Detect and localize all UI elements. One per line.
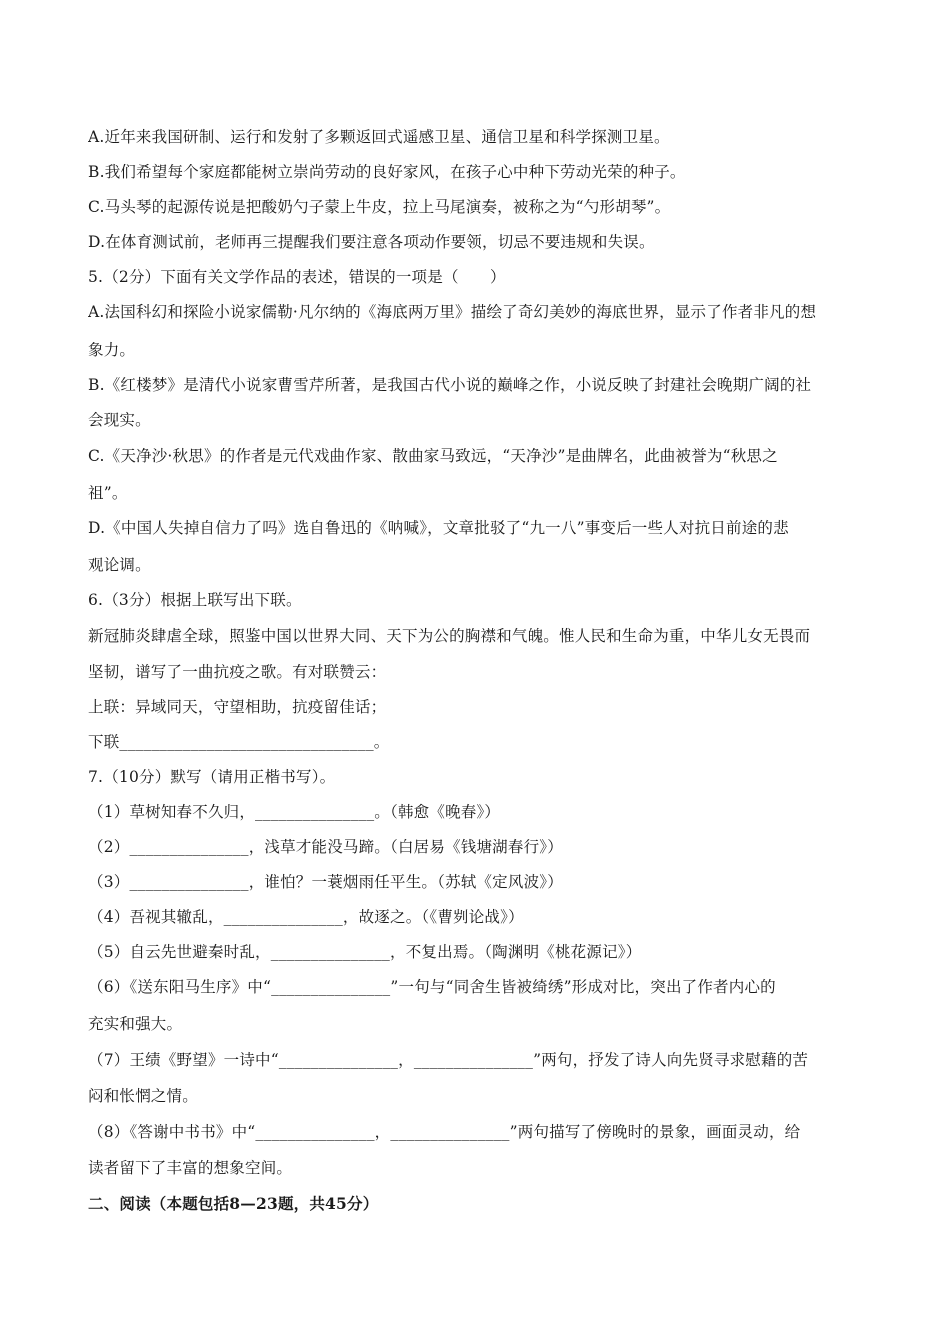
section-2-heading: 二、阅读（本题包括8—23题，共45分）	[88, 1194, 379, 1213]
q7-stem: 7.（10分）默写（请用正楷书写）。	[88, 768, 336, 786]
q6-upper-couplet: 上联：异域同天，守望相助，抗疫留佳话；	[88, 698, 387, 716]
q5-option-b-line1: B.《红楼梦》是清代小说家曹雪芹所著，是我国古代小说的巅峰之作，小说反映了封建社会晚期广阔的社	[88, 376, 812, 394]
q7-item-2: （2）_______________，浅草才能没马蹄。（白居易《钱塘湖春行》）	[88, 838, 563, 856]
q5-option-c-line1: C.《天净沙·秋思》的作者是元代戏曲作家、散曲家马致远，“天净沙”是曲牌名，此曲被誉为“秋思之	[88, 447, 778, 465]
q7-item-3: （3）_______________，谁怕？一蓑烟雨任平生。（苏轼《定风波》）	[88, 873, 563, 891]
q7-item-7-line1: （7）王绩《野望》一诗中“_______________，_______________”两句，抒发了诗人向先贤寻求慰藉的苦	[88, 1051, 809, 1069]
q5-option-d-line1: D.《中国人失掉自信力了吗》选自鲁迅的《呐喊》，文章批驳了“九一八”事变后一些人对抗日前途的悲	[88, 519, 789, 537]
q7-item-6-line2: 充实和强大。	[88, 1015, 183, 1033]
q6-stem: 6.（3分）根据上联写出下联。	[88, 591, 302, 609]
q4-option-c: C.马头琴的起源传说是把酸奶勺子蒙上牛皮，拉上马尾演奏，被称之为“勺形胡琴”。	[88, 198, 671, 216]
q7-item-8-line1: （8）《答谢中书书》中“_______________，_______________”两句描写了傍晚时的景象，画面灵动，给	[88, 1123, 801, 1141]
q6-intro-line1: 新冠肺炎肆虐全球，照鉴中国以世界大同、天下为公的胸襟和气魄。惟人民和生命为重，中华儿女无畏而	[88, 627, 811, 645]
q7-item-4: （4）吾视其辙乱，_______________，故逐之。（《曹刿论战》）	[88, 908, 524, 926]
q7-item-6-line1: （6）《送东阳马生序》中“_______________”一句与“同舍生皆被绮绣”形成对比，突出了作者内心的	[88, 978, 776, 996]
q5-stem: 5.（2分）下面有关文学作品的表述，错误的一项是（ ）	[88, 268, 506, 286]
q4-option-d: D.在体育测试前，老师再三提醒我们要注意各项动作要领，切忌不要违规和失误。	[88, 233, 655, 251]
q5-option-d-line2: 观论调。	[88, 556, 151, 574]
q5-option-a-line2: 象力。	[88, 341, 136, 359]
q4-option-b: B.我们希望每个家庭都能树立崇尚劳动的良好家风，在孩子心中种下劳动光荣的种子。	[88, 163, 686, 181]
q7-item-1: （1）草树知春不久归，_______________。（韩愈《晚春》）	[88, 803, 501, 821]
q7-item-5: （5）自云先世避秦时乱，_______________，不复出焉。（陶渊明《桃花源记》）	[88, 943, 642, 961]
q7-item-8-line2: 读者留下了丰富的想象空间。	[88, 1159, 293, 1177]
q5-option-b-line2: 会现实。	[88, 411, 151, 429]
q5-option-c-line2: 祖”。	[88, 484, 128, 502]
q7-item-7-line2: 闷和怅惘之情。	[88, 1087, 198, 1105]
q5-option-a-line1: A.法国科幻和探险小说家儒勒·凡尔纳的《海底两万里》描绘了奇幻美妙的海底世界，显示了作者非凡的想	[88, 303, 817, 321]
q6-intro-line2: 坚韧，谱写了一曲抗疫之歌。有对联赞云：	[88, 663, 387, 681]
q6-lower-couplet-blank: 下联________________________________。	[88, 733, 390, 751]
q4-option-a: A.近年来我国研制、运行和发射了多颗返回式遥感卫星、通信卫星和科学探测卫星。	[88, 128, 670, 146]
